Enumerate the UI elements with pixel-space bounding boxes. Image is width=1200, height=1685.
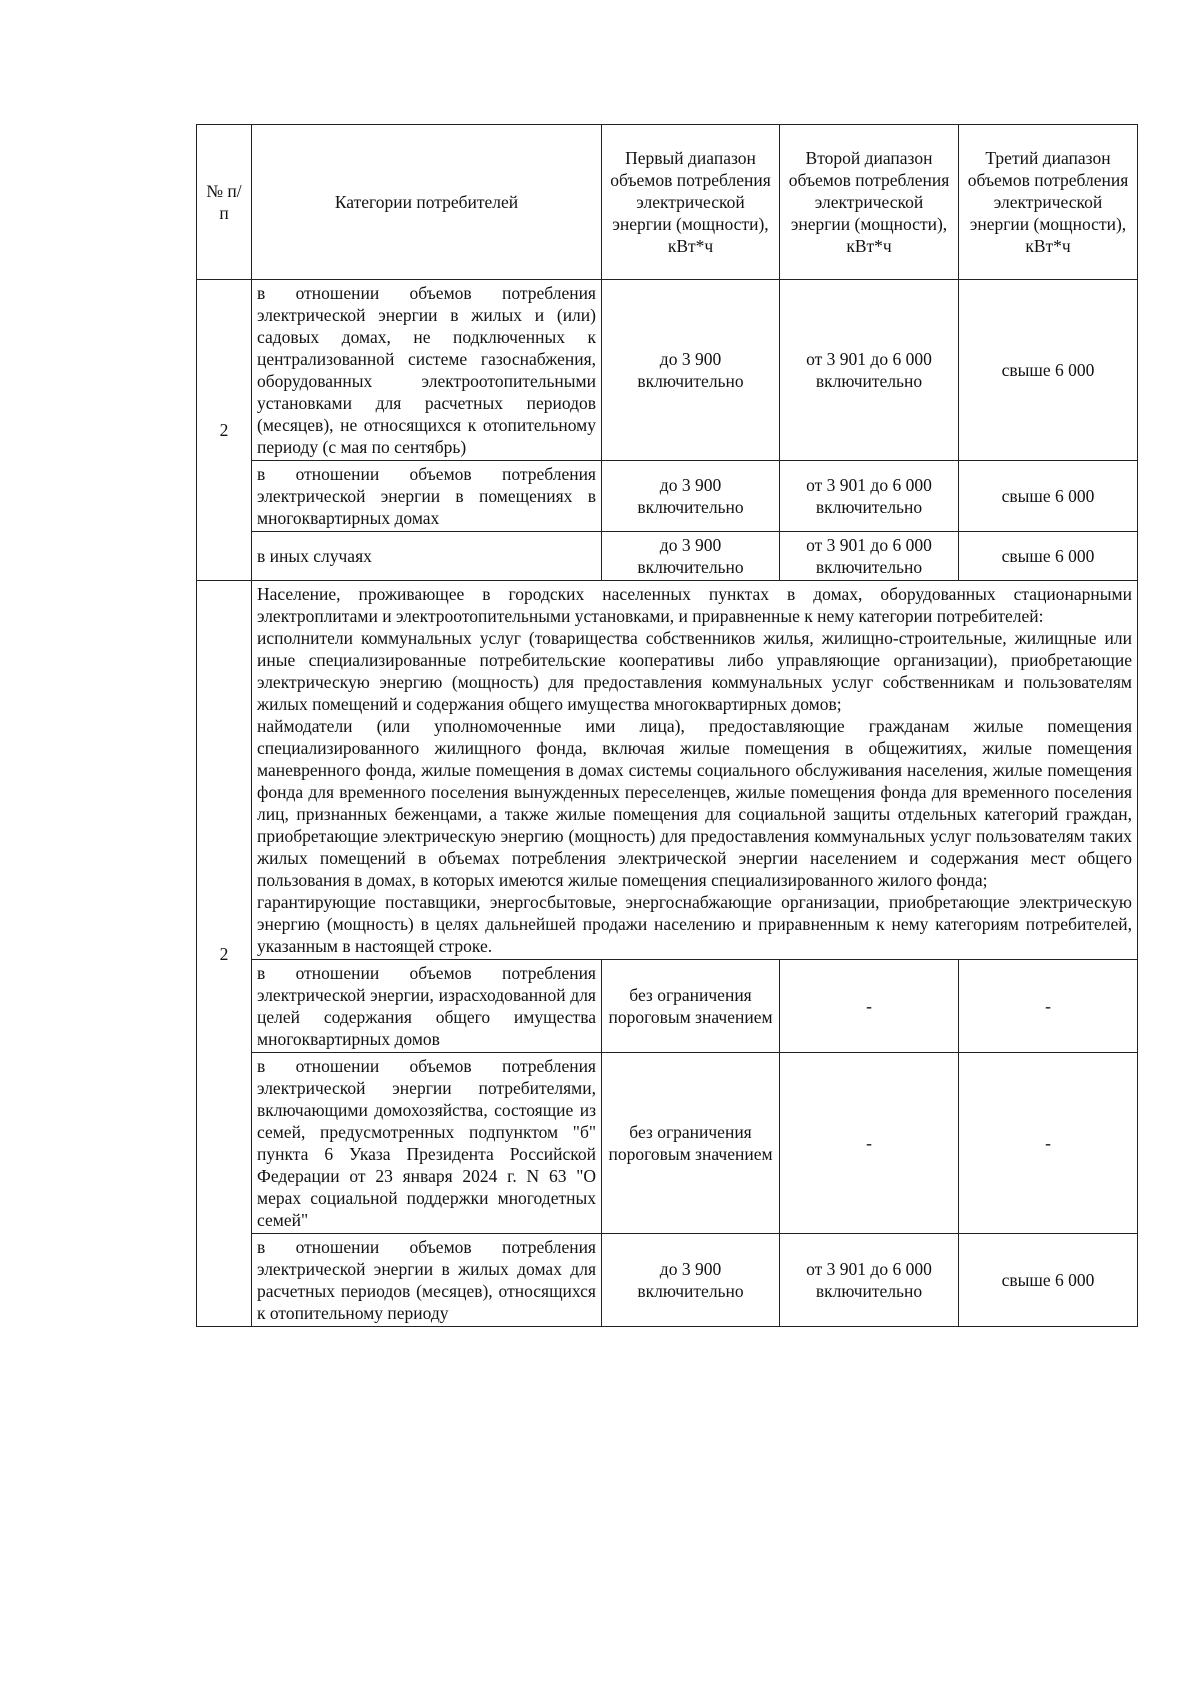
range-2-cell: от 3 901 до 6 000 включительно <box>780 532 959 581</box>
description-paragraph: Население, проживающее в городских населенных пунктах в домах, оборудованных стационарными электроплитами и электроотопительными установками, и приравненные к нему категории потребителей: <box>257 584 1132 626</box>
category-cell: в отношении объемов потребления электрической энергии, израсходованной для целей содержания общего имущества многоквартирных домов <box>252 960 602 1053</box>
category-cell: в отношении объемов потребления электрической энергии в помещениях в многоквартирных домах <box>252 461 602 532</box>
range-1-cell: без ограничения пороговым значением <box>602 960 780 1053</box>
range-2-cell: от 3 901 до 6 000 включительно <box>780 461 959 532</box>
row-number: 2 <box>197 280 252 581</box>
range-1-cell: до 3 900 включительно <box>602 461 780 532</box>
range-2-cell: от 3 901 до 6 000 включительно <box>780 1234 959 1327</box>
row-number: 2 <box>197 581 252 1327</box>
range-2-cell: - <box>780 1053 959 1234</box>
range-3-cell: свыше 6 000 <box>959 280 1138 461</box>
range-3-cell: - <box>959 960 1138 1053</box>
range-3-cell: свыше 6 000 <box>959 1234 1138 1327</box>
header-range-3: Третий диапазон объемов потребления электрической энергии (мощности), кВт*ч <box>959 125 1138 280</box>
description-paragraph: исполнители коммунальных услуг (товарищества собственников жилья, жилищно-строительные, жилищные или иные специализированные потребительские кооперативы либо управляющие организации), приобретающие электрическую энергию (мощность) для предоставления коммунальных услуг собственникам и пользователям жилых помещений и содержания общего имущества многоквартирных домов; <box>257 628 1132 714</box>
table-row <box>197 532 1138 581</box>
range-1-cell: до 3 900 включительно <box>602 280 780 461</box>
table-header-row <box>197 125 1138 280</box>
table-row <box>197 1053 1138 1234</box>
header-num: № п/п <box>197 125 252 280</box>
description-paragraph: гарантирующие поставщики, энергосбытовые, энергоснабжающие организации, приобретающие электрическую энергию (мощность) в целях дальнейшей продажи населению и приравненным к нему категориям потребителей, указанным в настоящей строке. <box>257 892 1132 956</box>
header-category: Категории потребителей <box>252 125 602 280</box>
table-row <box>197 960 1138 1053</box>
range-2-cell: - <box>780 960 959 1053</box>
header-range-2: Второй диапазон объемов потребления электрической энергии (мощности), кВт*ч <box>780 125 959 280</box>
table-row <box>197 461 1138 532</box>
group-description <box>252 581 1138 960</box>
range-1-cell: до 3 900 включительно <box>602 1234 780 1327</box>
range-3-cell: свыше 6 000 <box>959 461 1138 532</box>
category-cell: в отношении объемов потребления электрической энергии в жилых домах для расчетных периодов (месяцев), относящихся к отопительному периоду <box>252 1234 602 1327</box>
range-1-cell: без ограничения пороговым значением <box>602 1053 780 1234</box>
tariff-table <box>196 124 1138 1327</box>
range-2-cell: от 3 901 до 6 000 включительно <box>780 280 959 461</box>
header-range-1: Первый диапазон объемов потребления электрической энергии (мощности), кВт*ч <box>602 125 780 280</box>
range-3-cell: свыше 6 000 <box>959 532 1138 581</box>
category-cell: в отношении объемов потребления электрической энергии потребителями, включающими домохозяйства, состоящие из семей, предусмотренных подпунктом "б" пункта 6 Указа Президента Российской Федерации от 23 января 2024 г. N 63 "О мерах социальной поддержки многодетных семей" <box>252 1053 602 1234</box>
description-paragraph: наймодатели (или уполномоченные ими лица), предоставляющие гражданам жилые помещения специализированного жилищного фонда, включая жилые помещения в общежитиях, жилые помещения маневренного фонда, жилые помещения в домах системы социального обслуживания населения, жилые помещения фонда для временного поселения вынужденных переселенцев, жилые помещения фонда для временного поселения лиц, признанных беженцами, а также жилые помещения для социальной защиты отдельных категорий граждан, приобретающие электрическую энергию (мощность) для предоставления коммунальных услуг пользователям таких жилых помещений в объемах потребления электрической энергии населением и содержания мест общего пользования в домах, в которых имеются жилые помещения специализированного жилого фонда; <box>257 716 1132 890</box>
table-row <box>197 280 1138 461</box>
category-cell: в отношении объемов потребления электрической энергии в жилых и (или) садовых домах, не подключенных к централизованной системе газоснабжения, оборудованных электроотопительными установками для расчетных периодов (месяцев), не относящихся к отопительному периоду (с мая по сентябрь) <box>252 280 602 461</box>
range-1-cell: до 3 900 включительно <box>602 532 780 581</box>
category-cell: в иных случаях <box>252 532 602 581</box>
table-row <box>197 581 1138 960</box>
range-3-cell: - <box>959 1053 1138 1234</box>
table-row <box>197 1234 1138 1327</box>
